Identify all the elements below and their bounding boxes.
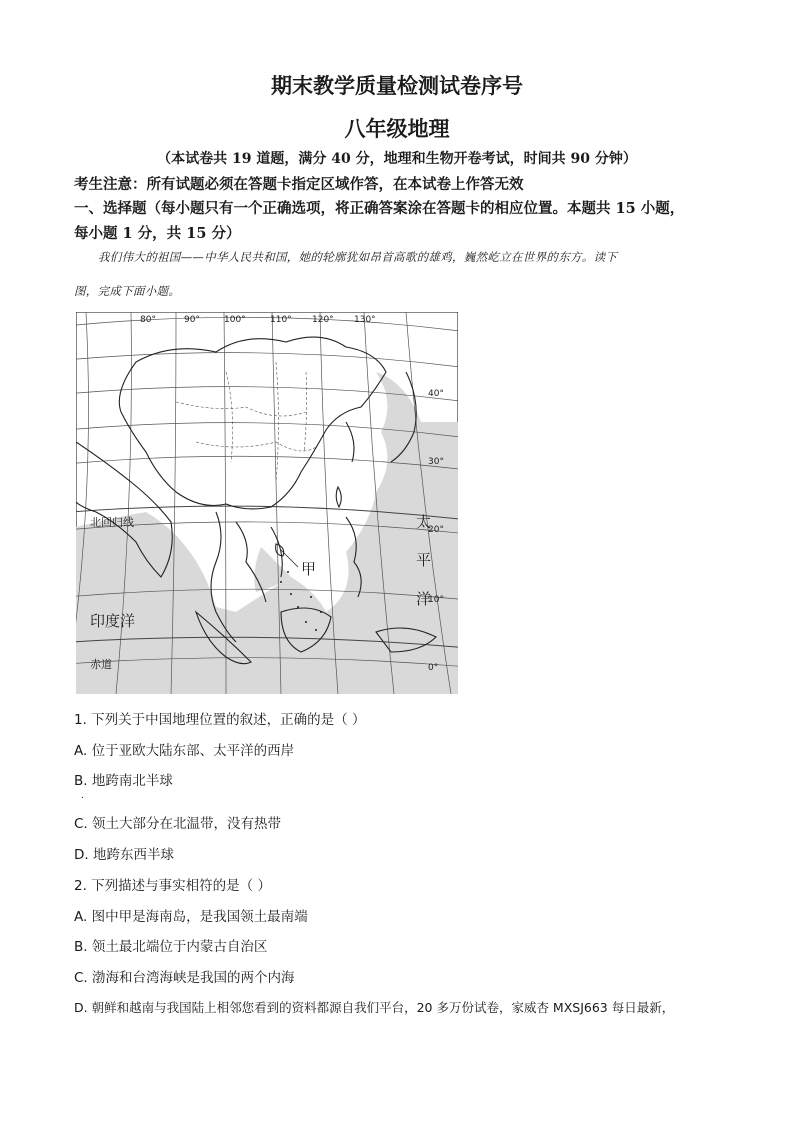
lon-label-90: 90° — [184, 315, 200, 325]
lon-label-120: 120° — [312, 315, 334, 325]
pacific-label-1: 太 — [416, 513, 432, 531]
passage-line1: 我们伟大的祖国——中华人民共和国，她的轮廓犹如昂首高歌的雄鸡，巍然屹立在世界的东方。读下 — [98, 250, 618, 264]
question-2-option-a: A. 图中甲是海南岛，是我国领土最南端 — [74, 909, 308, 925]
lat-label-20: 20° — [428, 525, 444, 535]
lat-label-10: 10° — [428, 595, 444, 605]
lon-label-130: 130° — [354, 315, 376, 325]
pacific-label-2: 平 — [416, 551, 432, 569]
section-heading-line1: 一、选择题（每小题只有一个正确选项，将正确答案涂在答题卡的相应位置。本题共 15 小题， — [74, 200, 685, 217]
question-1-option-d: D. 地跨东西半球 — [74, 847, 174, 863]
question-2-option-d: D. 朝鲜和越南与我国陆上相邻您看到的资料都源自我们平台，20 多万份试卷，家威杏 MXSJ663 每日最新， — [74, 1000, 675, 1015]
exam-title: 期末教学质量检测试卷序号 — [271, 73, 523, 98]
section-heading-line2: 每小题 1 分，共 15 分） — [74, 225, 241, 242]
jia-label: 甲 — [301, 560, 317, 578]
lat-label-40: 40° — [428, 389, 444, 399]
question-1-option-a: A. 位于亚欧大陆东部、太平洋的西岸 — [74, 743, 295, 759]
lat-label-30: 30° — [428, 457, 444, 467]
lon-label-80: 80° — [140, 315, 156, 325]
lon-label-110: 110° — [270, 315, 292, 325]
tropic-label: 北回归线 — [90, 516, 134, 529]
china-location-map — [76, 312, 458, 694]
exam-meta: （本试卷共 19 道题，满分 40 分，地理和生物开卷考试，时间共 90 分钟） — [157, 151, 637, 167]
exam-subtitle: 八年级地理 — [344, 116, 450, 141]
question-2-stem: 2. 下列描述与事实相符的是（ ） — [74, 878, 271, 894]
indian-ocean-label: 印度洋 — [90, 612, 136, 630]
lat-label-0: 0° — [428, 663, 439, 673]
pacific-label-3: 洋 — [416, 590, 432, 608]
passage-line2: 图，完成下面小题。 — [74, 284, 181, 298]
question-1-option-c: C. 领土大部分在北温带，没有热带 — [74, 816, 282, 832]
question-2-option-c: C. 渤海和台湾海峡是我国的两个内海 — [74, 970, 295, 986]
equator-label: 赤道 — [90, 658, 112, 671]
question-1-stem: 1. 下列关于中国地理位置的叙述，正确的是（ ） — [74, 712, 366, 728]
question-1-option-b: B. 地跨南北半球 — [74, 773, 173, 789]
stray-mark: . — [81, 791, 84, 801]
question-2-option-b: B. 领土最北端位于内蒙古自治区 — [74, 939, 268, 955]
lon-label-100: 100° — [224, 315, 246, 325]
exam-notice: 考生注意：所有试题必须在答题卡指定区域作答，在本试卷上作答无效 — [74, 176, 524, 193]
